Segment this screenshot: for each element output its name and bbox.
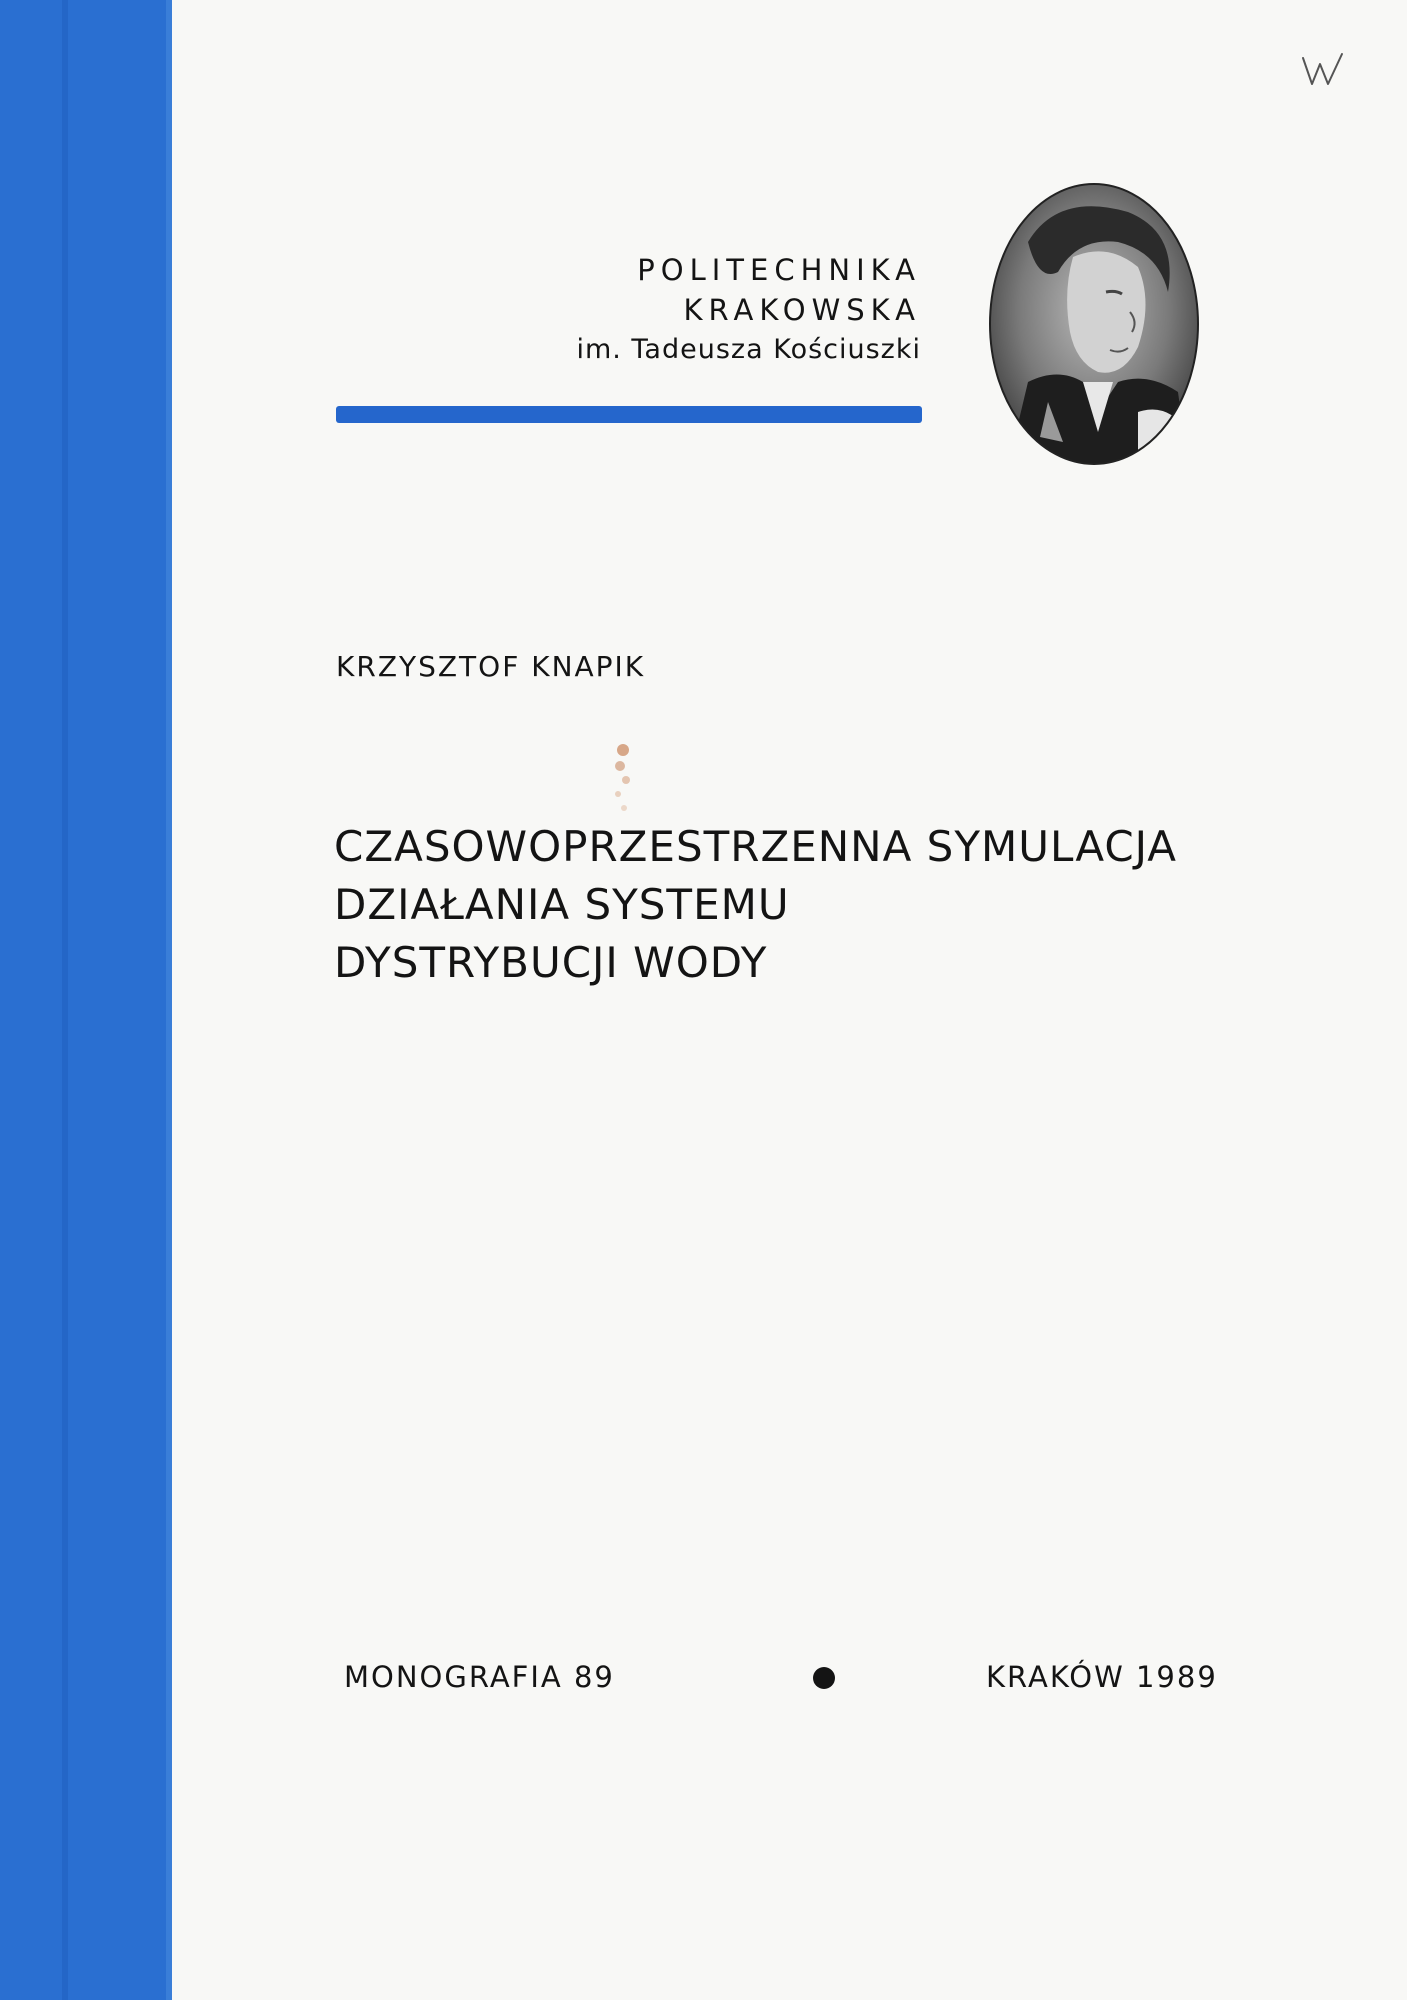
spine-edge bbox=[166, 0, 172, 2000]
spine-fold-line bbox=[62, 0, 68, 2000]
blue-rule bbox=[336, 406, 922, 423]
author-name: KRZYSZTOF KNAPIK bbox=[336, 650, 646, 683]
institution-patron: im. Tadeusza Kościuszki bbox=[576, 334, 921, 365]
place-year: KRAKÓW 1989 bbox=[986, 1660, 1218, 1694]
institution-block bbox=[576, 250, 921, 370]
bullet-icon bbox=[813, 1667, 835, 1689]
series-label: MONOGRAFIA 89 bbox=[344, 1660, 615, 1694]
paper-stain bbox=[608, 732, 638, 822]
institution-name-line2: KRAKOWSKA bbox=[683, 293, 921, 327]
institution-name-line1: POLITECHNIKA bbox=[637, 253, 921, 287]
book-title bbox=[334, 818, 1177, 992]
blue-spine bbox=[0, 0, 172, 2000]
portrait-icon bbox=[988, 182, 1200, 466]
title-line: DZIAŁANIA SYSTEMU bbox=[334, 880, 790, 929]
title-line: CZASOWOPRZESTRZENNA SYMULACJA bbox=[334, 822, 1178, 871]
handwritten-mark bbox=[1300, 50, 1348, 90]
title-line: DYSTRYBUCJI WODY bbox=[334, 938, 768, 987]
